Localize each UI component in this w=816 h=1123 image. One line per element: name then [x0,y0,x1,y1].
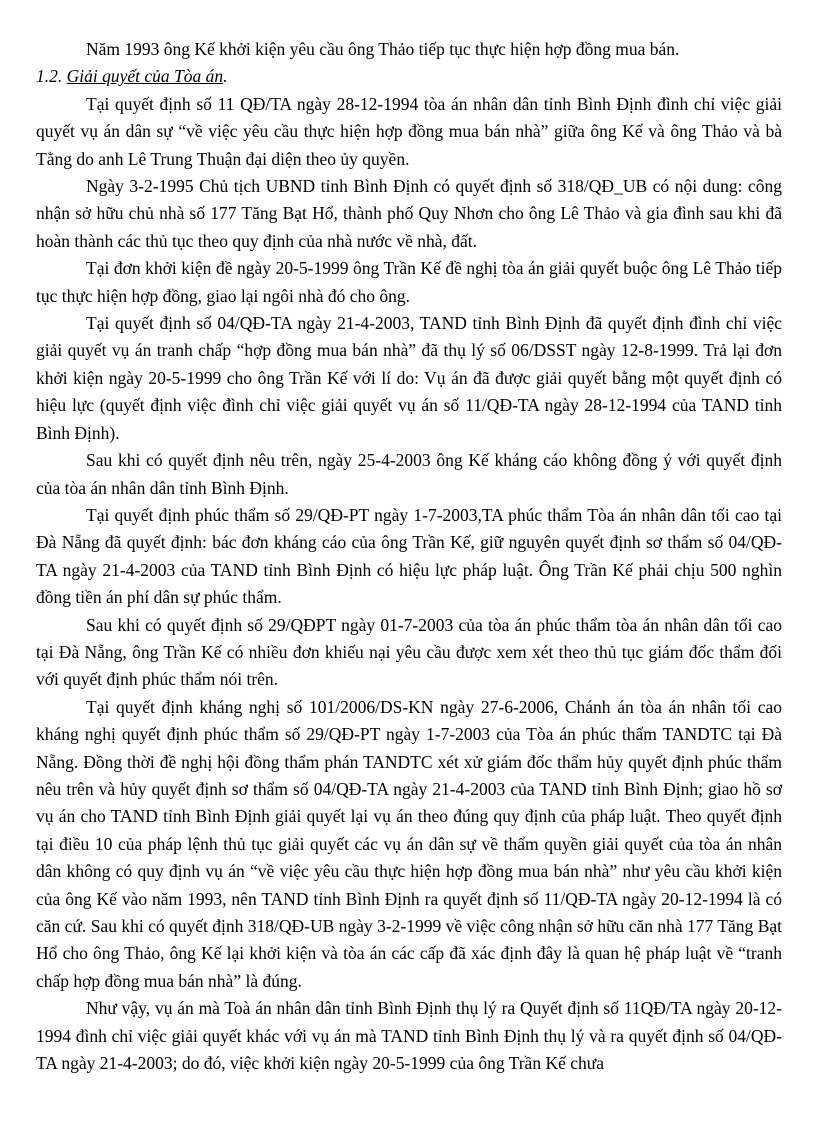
document-page [36,36,782,1077]
paragraph-appeal-decision-29: Tại quyết định phúc thẩm số 29/QĐ-PT ngày 1-7-2003,TA phúc thẩm Tòa án nhân dân tối cao tại Đà Nẵng đã quyết định: bác đơn kháng cáo của ông Trần Kế, giữ nguyên quyết định sơ thẩm số 04/QĐ-TA ngày 21-4-2003 của TAND tỉnh Bình Định có hiệu lực pháp luật. Ông Trần Kế phải chịu 500 nghìn đồng tiền án phí dân sự phúc thẩm. [36,504,782,608]
section-title: Giải quyết của Tòa án [66,66,224,87]
paragraph-appeal-2003: Sau khi có quyết định nêu trên, ngày 25-4-2003 ông Kế kháng cáo không đồng ý với quyết định của tòa án nhân dân tỉnh Bình Định. [36,450,782,498]
paragraph-ubnd-decision-318: Ngày 3-2-1995 Chủ tịch UBND tỉnh Bình Định có quyết định số 318/QĐ_UB có nội dung: công nhận sở hữu chủ nhà số 177 Tăng Bạt Hổ, thành phố Quy Nhơn cho ông Lê Thảo và gia đình sau khi đã hoàn thành các thủ tục theo quy định của nhà nước về nhà, đất. [36,176,782,251]
paragraph-conclusion: Như vậy, vụ án mà Toà án nhân dân tỉnh Bình Định thụ lý ra Quyết định số 11QĐ/TA ngày 20-12-1994 đình chỉ việc giải quyết khác với vụ án mà TAND tỉnh Bình Định thụ lý và ra quyết định số 04/QĐ-TA ngày 21-4-2003; do đó, việc khởi kiện ngày 20-5-1999 của ông Trần Kế chưa [36,998,782,1074]
paragraph-decision-04: Tại quyết định số 04/QĐ-TA ngày 21-4-2003, TAND tỉnh Bình Định đã quyết định đình chỉ việc giải quyết vụ án tranh chấp “hợp đồng mua bán nhà” đã thụ lý số 06/DSST ngày 12-8-1999. Trả lại đơn khởi kiện ngày 20-5-1999 cho ông Trần Kế với lí do: Vụ án đã được giải quyết bằng một quyết định có hiệu lực (quyết định việc đình chỉ việc giải quyết vụ án số 11/QĐ-TA ngày 28-12-1994 của TAND tỉnh Bình Định). [36,313,782,443]
section-number: 1.2. [36,66,67,87]
paragraph-1993-lawsuit: Năm 1993 ông Kế khởi kiện yêu cầu ông Thảo tiếp tục thực hiện hợp đồng mua bán. [86,39,680,59]
paragraph-petition-1999: Tại đơn khởi kiện đề ngày 20-5-1999 ông Trần Kế đề nghị tòa án giải quyết buộc ông Lê Thảo tiếp tục thực hiện hợp đồng, giao lại ngôi nhà đó cho ông. [36,258,782,306]
section-heading [36,63,782,90]
paragraph-decision-11: Tại quyết định số 11 QĐ/TA ngày 28-12-1994 tòa án nhân dân tỉnh Bình Định đình chỉ việc giải quyết vụ án dân sự “về việc yêu cầu thực hiện hợp đồng mua bán nhà” giữa ông Kế và ông Thảo và bà Tằng do anh Lê Trung Thuận đại diện theo ủy quyền. [36,93,782,169]
paragraph-complaints: Sau khi có quyết định số 29/QĐPT ngày 01-7-2003 của tòa án phúc thẩm tòa án nhân dân tối cao tại Đà Nẵng, ông Trần Kế có nhiều đơn khiếu nại yêu cầu được xem xét theo thủ tục giám đốc thẩm đối với quyết định phúc thẩm nói trên. [36,614,782,690]
paragraph-protest-decision-101: Tại quyết định kháng nghị số 101/2006/DS-KN ngày 27-6-2006, Chánh án tòa án nhân tối cao kháng nghị quyết định phúc thẩm số 29/QĐ-PT ngày 1-7-2003 của Tòa án phúc thẩm TANDTC tại Đà Nẵng. Đồng thời đề nghị hội đồng thẩm phán TANDTC xét xử giám đốc thẩm hủy quyết định phúc thẩm nêu trên và hủy quyết định sơ thẩm số 04/QĐ-TA ngày 21-4-2003 của TAND tỉnh Bình Định; giao hồ sơ vụ án cho TAND tỉnh Bình Định giải quyết lại vụ án theo đúng quy định của pháp luật. Theo quyết định tại điều 10 của pháp lệnh thủ tục giải quyết các vụ án dân sự về thẩm quyền giải quyết của tòa án nhân dân không có quy định vụ án “về việc yêu cầu thực hiện hợp đồng mua bán nhà” như yêu cầu khởi kiện của ông Kế vào năm 1993, nên TAND tỉnh Bình Định ra quyết định số 11/QĐ-TA ngày 20-12-1994 là có căn cứ. Sau khi có quyết định 318/QĐ-UB ngày 3-2-1999 về việc công nhận sở hữu căn nhà 177 Tăng Bạt Hổ cho ông Thảo, ông Kế lại khởi kiện và tòa án các cấp đã xác định đây là quan hệ pháp luật về “tranh chấp hợp đồng mua bán nhà” là đúng. [36,696,782,991]
section-title-period: . [223,66,228,87]
